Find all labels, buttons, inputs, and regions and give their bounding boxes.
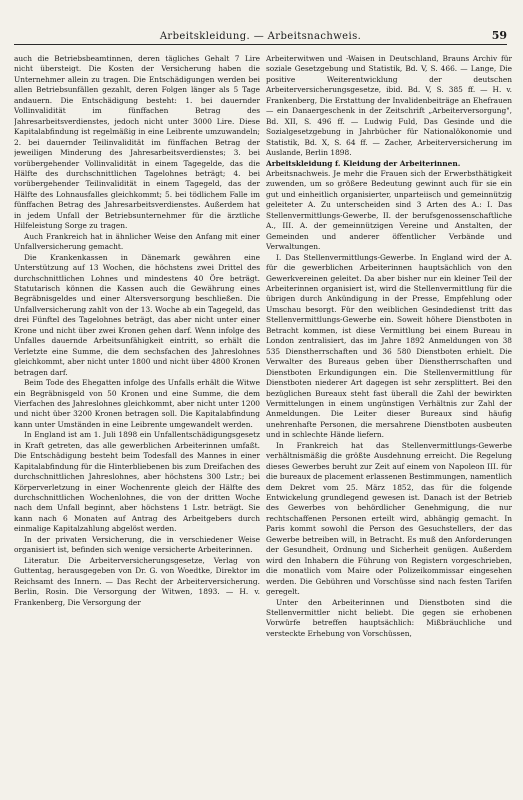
paragraph: Die Krankenkassen in Dänemark gewähren eine Unterstützung auf 13 Wochen, die höchstens zwei Drittel des durchschnittlichen Lohnes und mindestens 40 Öre beträgt. Statutarisch können die Kassen auch die Gewährung eines Begräbnisgeldes und einer Altersversorgung beschließen. Die Unfallversicherung zahlt von der 13. Woche ab ein Tagegeld, das drei Fünftel des Tagelohnes beträgt, das aber nicht unter einer Krone und nicht über zwei Kronen gehen darf. Wenn infolge des Unfalles dauernde Arbeitsunfähigkeit eintritt, so erhält die Verletzte eine Summe, die dem sechsfachen des Jahreslohnes gleichkommt, aber nicht unter 1800 und nicht über 4800 Kronen betragen darf. [14,252,260,377]
literature-paragraph: Literatur. Die Arbeiterversicherungsgesetze, Verlag von Guttentag, herausgegeben von Dr. G. von Woedtke, Direktor im Reichsamt des Innern. — Das Recht der Arbeiterversicherung. Berlin, Rosin. Die Versorgung der Witwen, 1893. — H. v. Frankenberg, Die Versorgung der [14,555,260,607]
paragraph: I. Das Stellenvermittlungs-Gewerbe. In England wird der A. für die gewerblichen Arbeiterinnen hauptsächlich von den Gewerkvereinen geleitet. Da aber bisher nur ein kleiner Teil der Arbeiterinnen organisiert ist, wird die Stellenvermittlung für die übrigen durch Ankündigung in der Presse, Empfehlung oder Umschau besorgt. Für den weiblichen Gesindedienst tritt das Stellenvermittlungs-Gewerbe ein. Soweit höhere Dienstboten in Betracht kommen, ist diese Vermittlung bei einem Bureau in London zentralisiert, das im Jahre 1892 Anmeldungen von 38 535 Dienstherrschaften und 36 580 Dienstboten erhielt. Die Verwalter des Bureaus geben über Dienstherrschaften und Dienstboten Erkundigungen ein. Die Stellenvermittlung für Dienstboten niederer Art dagegen ist sehr zersplittert. Bei den bezüglichen Bureaux steht fast überall die Zahl der bewirkten Vermittelungen in einem ungünstigen Verhältnis zur Zahl der Anmeldungen. Die Leiter dieser Bureaux sind häufig unehrenhafte Personen, die mersahrene Dienstboten ausbeuten und in schlechte Hände liefern. [266,252,512,440]
running-head: Arbeitskleidung. — Arbeitsnachweis. [159,31,362,42]
paragraph: Arbeiterwitwen und -Waisen in Deutschland, Brauns Archiv für soziale Gesetzgebung und Statistik, Bd. V, S. 466. — Lange, Die positive Weiterentwicklung der deutschen Arbeiterversicherungsgesetze, ibid. Bd. V, S. 385 ff. — H. v. Frankenberg, Die Erstattung der Invalidenbeiträge an Ehefrauen — ein Danaergeschenk in der Zeitschrift „Arbeiterversorgung", Bd. XII, S. 496 ff. — Ludwig Fuld, Das Gesinde und die Sozialgesetzgebung in Jahrbücher für Nationalökonomie und Statistik, Bd. X, S. 64 ff. — Zacher, Arbeiterversicherung im Auslande, Berlin 1898. [266,54,512,158]
page-header [14,28,507,45]
right-column [266,54,512,789]
paragraph: In Frankreich hat das Stellenvermittlungs-Gewerbe verhältnismäßig die größte Ausdehnung erreicht. Die Regelung dieses Gewerbes beruht zur Zeit auf einem von Napoleon III. für die bureaux de placement erlassenen Bestimmungen, namentlich dem Dekret vom 25. März 1852, das für die folgende Entwickelung grundlegend gewesen ist. Danach ist der Betrieb des Gewerbes von behördlicher Genehmigung, die nur rechtschaffenen Personen erteilt wird, abhängig gemacht. In Paris kommt sowohl die Person des Gesuchstellers, der das Gewerbe betreiben will, in Betracht. Es muß den Anforderungen der Gesundheit, Ordnung und Sicherheit genügen. Außerdem wird den Inhabern die Führung von Registern vorgeschrieben, die monatlich vom Maire oder Polizeikommissar eingesehen werden. Die Gebühren und Vorschüsse sind nach festen Tarifen geregelt. [266,440,512,597]
paragraph: Unter den Arbeiterinnen und Dienstboten sind die Stellenvermittler nicht beliebt. Die gegen sie erhobenen Vorwürfe betreffen hauptsächlich: Mißbräuchliche und versteckte Erhebung von Vorschüssen, [266,597,512,638]
entry-paragraph: Arbeitsnachweis. Je mehr die Frauen sich der Erwerbsthätigkeit zuwenden, um so größere Bedeutung gewinnt auch für sie ein gut und einheitlich organisierter, unparteiisch und gemeinnützig geleiteter A. Zu unterscheiden sind 3 Arten des A.: I. Das Stellenvermittlungs-Gewerbe, II. der berufsgenossenschaftliche A., III. A. der gemeinnützigen Vereine und Anstalten, der Gemeinden und anderer öffentlicher Verbände und Verwaltungen. [266,168,512,252]
paragraph: In der privaten Versicherung, die in verschiedener Weise organisiert ist, befinden sich wenige versicherte Arbeiterinnen. [14,534,260,555]
paragraph: Beim Tode des Ehegatten infolge des Unfalls erhält die Witwe ein Begräbnisgeld von 50 Kronen und eine Summe, die dem Vierfachen des Jahreslohnes gleichkommt, aber nicht unter 1200 und nicht über 3200 Kronen betragen soll. Die Kapitalabfindung kann unter Umständen in eine Leibrente umgewandelt werden. [14,378,260,429]
entry-heading: Arbeitskleidung f. Kleidung der Arbeiterinnen. [266,158,461,168]
paragraph: In England ist am 1. Juli 1898 ein Unfallentschädigungsgesetz in Kraft getreten, das alle gewerblichen Arbeiterinnen umfaßt. Die Entschädigung besteht beim Todesfall des Mannes in einer Kapitalabfindung für die Hinterbliebenen bis zum Dreifachen des durchschnittlichen Jahreslohnes, aber höchstens 300 Lstr.; bei Körperverletzung in einer Wochenrente gleich der Hälfte des durchschnittlichen Wochenlohnes, die von der dritten Woche nach dem Unfall beginnt, aber höchstens 1 Lstr. beträgt. Sie kann nach 6 Monaten auf Antrag des Arbeitgebers durch einmalige Kapitalzahlung abgelöst werden. [14,430,260,534]
paragraph: Auch Frankreich hat in ähnlicher Weise den Anfang mit einer Unfallversicherung gemacht. [14,231,260,252]
page-number: 59 [491,29,507,42]
paragraph: auch die Betriebsbeamtinnen, deren tägliches Gehalt 7 Lire nicht übersteigt. Die Kosten der Versicherung haben die Unternehmer allein zu tragen. Die Entschädigungen werden bei allen Betriebsunfällen gezahlt, deren Folgen länger als 5 Tage andauern. Die Entschädigung besteht: 1. bei dauernder Vollinvalidität im fünffachen Betrag des Jahresarbeitsverdienstes, jedoch nicht unter 3000 Lire. Diese Kapitalabfindung ist regelmäßig in eine Leibrente umzuwandeln; 2. bei dauernder Teilinvalidität im fünffachen Betrag der jeweiligen Minderung des Jahresarbeitsverdienstes; 3. bei vorübergehender Vollinvalidität in einem Tagegelde, das die Hälfte des durchschnittlichen Tagelohnes beträgt; 4. bei vorübergehender Teilinvalidität in einem Tagegeld, das der Hälfte des Lohnausfalles gleichkommt; 5. bei tödlichem Falle im fünffachen Betrag des Jahresarbeitsverdienstes. Außerdem hat in jedem Unfall der Betriebsunternehmer für die ärztliche Hilfeleistung Sorge zu tragen. [14,54,260,231]
left-column [14,54,260,789]
